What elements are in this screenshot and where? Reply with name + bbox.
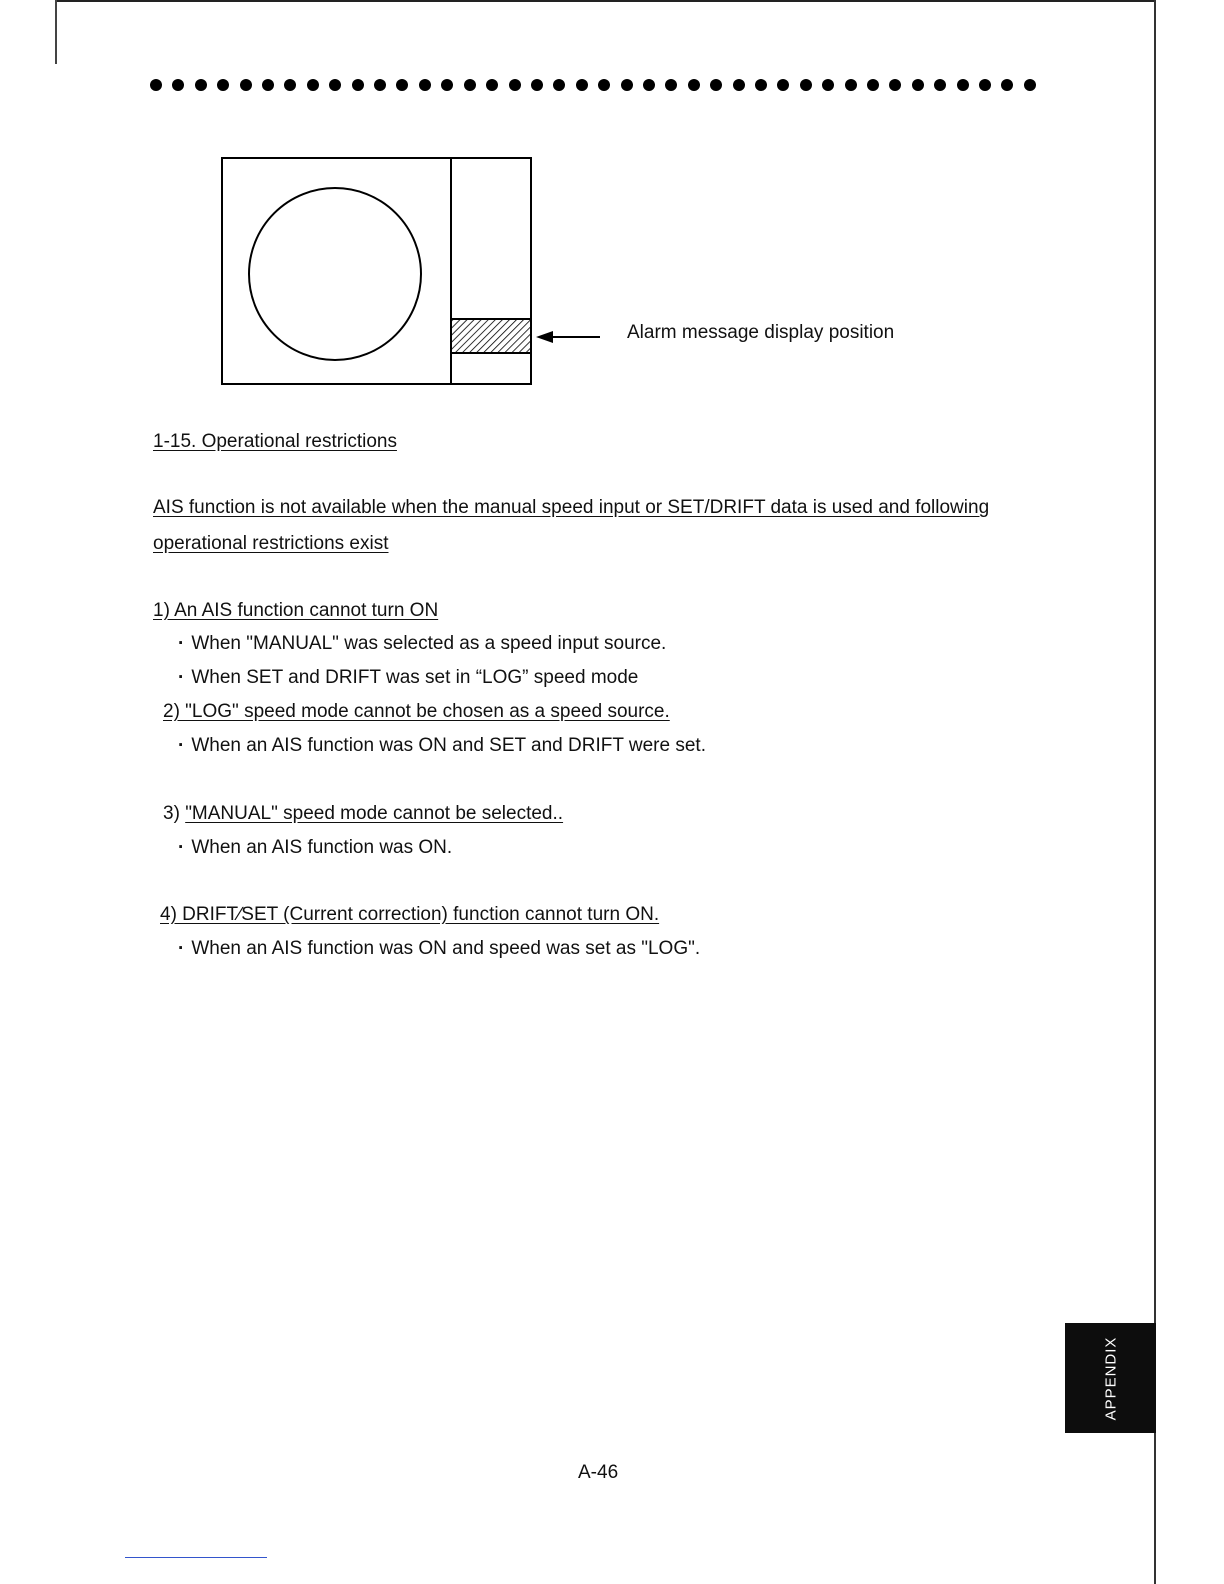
restriction-2-bullet-1: · When an AIS function was ON and SET and DRIFT were set. xyxy=(178,734,706,758)
page-border-top xyxy=(56,0,1156,2)
restriction-1-bullet-1: · When "MANUAL" was selected as a speed input source. xyxy=(178,632,666,656)
restriction-3-text: "MANUAL" speed mode cannot be selected.. xyxy=(185,803,564,824)
radar-display-diagram xyxy=(220,156,640,388)
restriction-1-title: 1) An AIS function cannot turn ON xyxy=(153,600,439,621)
alarm-position-label: Alarm message display position xyxy=(627,322,895,343)
restriction-3-number: 3) xyxy=(163,803,180,824)
footer-line xyxy=(125,1557,267,1558)
appendix-tab xyxy=(1065,1323,1156,1433)
arrow-head xyxy=(536,331,553,343)
radar-circle xyxy=(249,188,421,360)
restriction-4-bullet-1: · When an AIS function was ON and speed was set as "LOG". xyxy=(178,937,700,961)
page-number: A-46 xyxy=(578,1462,619,1483)
restriction-2-title: 2) "LOG" speed mode cannot be chosen as a speed source. xyxy=(163,701,670,722)
appendix-tab-label: APPENDIX xyxy=(1101,1336,1119,1420)
dot-divider xyxy=(150,74,1036,96)
restriction-3-title xyxy=(163,802,563,826)
restriction-1-bullet-2: · When SET and DRIFT was set in “LOG” speed mode xyxy=(178,666,638,690)
intro-line-1: AIS function is not available when the manual speed input or SET/DRIFT data is used and following xyxy=(153,497,990,518)
page-border-left xyxy=(55,0,57,64)
alarm-message-area xyxy=(451,319,531,353)
intro-line-2: operational restrictions exist xyxy=(153,533,389,554)
restriction-4-title: 4) DRIFT∕SET (Current correction) function cannot turn ON. xyxy=(160,904,660,925)
restriction-3-bullet-1: · When an AIS function was ON. xyxy=(178,836,452,860)
section-heading: 1-15. Operational restrictions xyxy=(153,431,397,452)
